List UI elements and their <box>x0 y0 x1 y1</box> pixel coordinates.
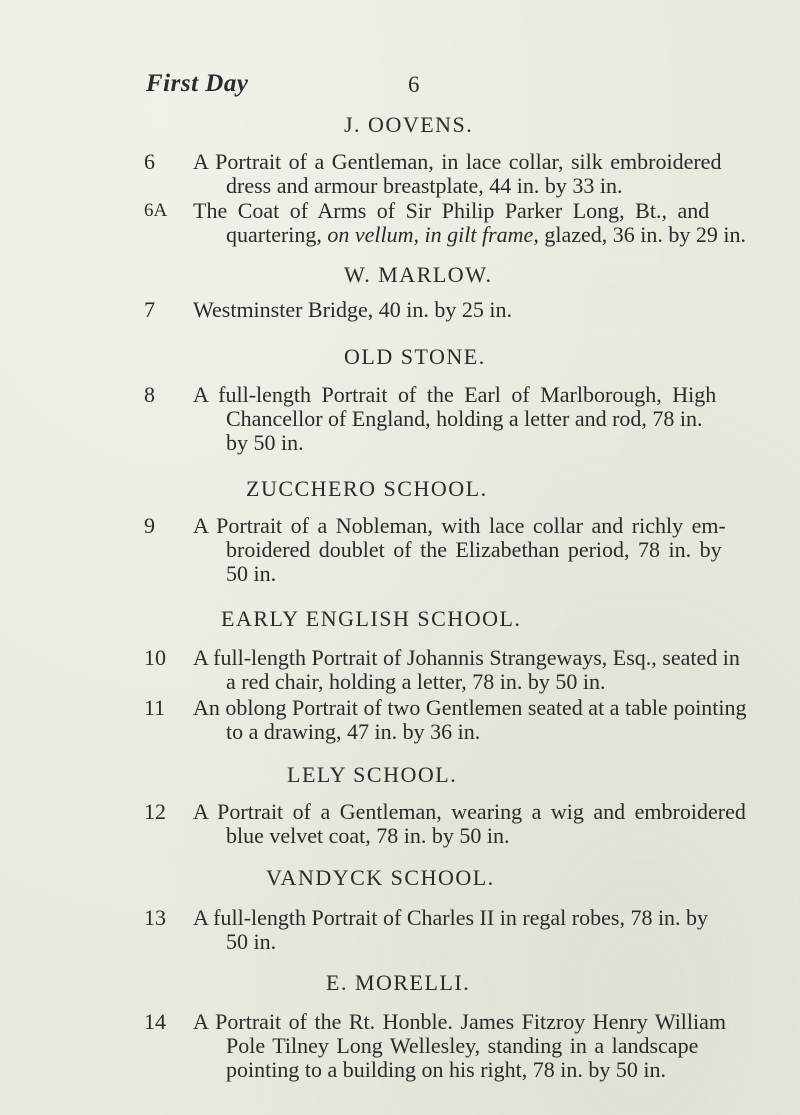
italic-phrase: on vellum, in gilt frame <box>327 222 534 247</box>
lot-description <box>193 695 747 744</box>
lot-description <box>193 298 705 322</box>
lot-line: A full-length Portrait of Charles II in regal robes, 78 in. by <box>193 905 709 930</box>
lot-number: 6A <box>144 200 168 221</box>
lot-line: The Coat of Arms of Sir Philip Parker Long, Bt., and <box>193 198 710 223</box>
lot-line: broidered doublet of the Elizabethan period, 78 in. by <box>226 537 722 562</box>
section-heading: OLD STONE. <box>344 344 486 369</box>
lot-line: A Portrait of a Gentleman, wearing a wig and embroidered <box>193 799 746 824</box>
lot-line: A Portrait of a Nobleman, with lace collar and richly em- <box>193 513 726 538</box>
lot-line: a red chair, holding a letter, 78 in. by 50 in. <box>226 669 606 694</box>
section-heading: E. MORELLI. <box>326 970 471 995</box>
section-heading: EARLY ENGLISH SCHOOL. <box>221 606 522 631</box>
lot-number: 11 <box>144 695 166 720</box>
lot-line: pointing to a building on his right, 78 in. by 50 in. <box>226 1057 666 1082</box>
section-heading: J. OOVENS. <box>344 112 474 137</box>
lot-number: 6 <box>144 149 155 174</box>
lot-number: 13 <box>144 905 166 930</box>
lot-description <box>193 513 726 586</box>
lot-number: 14 <box>144 1009 166 1034</box>
lot-description <box>193 905 709 954</box>
lot-number: 7 <box>144 297 155 322</box>
lot-description <box>193 1009 727 1082</box>
page-number: 6 <box>408 72 420 97</box>
lot-line: A full-length Portrait of Johannis Strangeways, Esq., seated in <box>193 645 740 670</box>
lot-line: dress and armour breastplate, 44 in. by 33 in. <box>226 173 623 198</box>
lot-description <box>193 799 746 848</box>
lot-line: quartering, on vellum, in gilt frame, glazed, 36 in. by 29 in. <box>226 222 746 247</box>
lot-description <box>193 198 746 247</box>
lot-line: Pole Tilney Long Wellesley, standing in a landscape <box>226 1033 699 1058</box>
lot-line: Chancellor of England, holding a letter and rod, 78 in. <box>226 406 703 431</box>
lot-line: 50 in. <box>226 929 277 954</box>
section-heading: ZUCCHERO SCHOOL. <box>246 476 488 501</box>
lot-number: 8 <box>144 382 155 407</box>
lot-line: blue velvet coat, 78 in. by 50 in. <box>226 823 510 848</box>
lot-line: A Portrait of the Rt. Honble. James Fitzroy Henry William <box>193 1009 727 1034</box>
lot-description <box>193 149 722 198</box>
lot-number: 9 <box>144 513 155 538</box>
section-heading: LELY SCHOOL. <box>287 762 458 787</box>
lot-line: A Portrait of a Gentleman, in lace collar, silk embroidered <box>193 149 722 174</box>
lot-line: A full-length Portrait of the Earl of Marlborough, High <box>193 382 717 407</box>
section-heading: VANDYCK SCHOOL. <box>266 865 495 890</box>
lot-number: 10 <box>144 645 166 670</box>
section-heading: W. MARLOW. <box>344 262 493 287</box>
lot-line: 50 in. <box>226 561 277 586</box>
lot-line: An oblong Portrait of two Gentlemen seated at a table pointing <box>193 695 747 720</box>
lot-line: Westminster Bridge, 40 in. by 25 in. <box>193 297 513 322</box>
lot-description <box>193 645 740 694</box>
lot-line: to a drawing, 47 in. by 36 in. <box>226 719 481 744</box>
day-title: First Day <box>146 70 249 97</box>
lot-description <box>193 382 717 455</box>
lot-line: by 50 in. <box>226 430 304 455</box>
lot-number: 12 <box>144 799 166 824</box>
